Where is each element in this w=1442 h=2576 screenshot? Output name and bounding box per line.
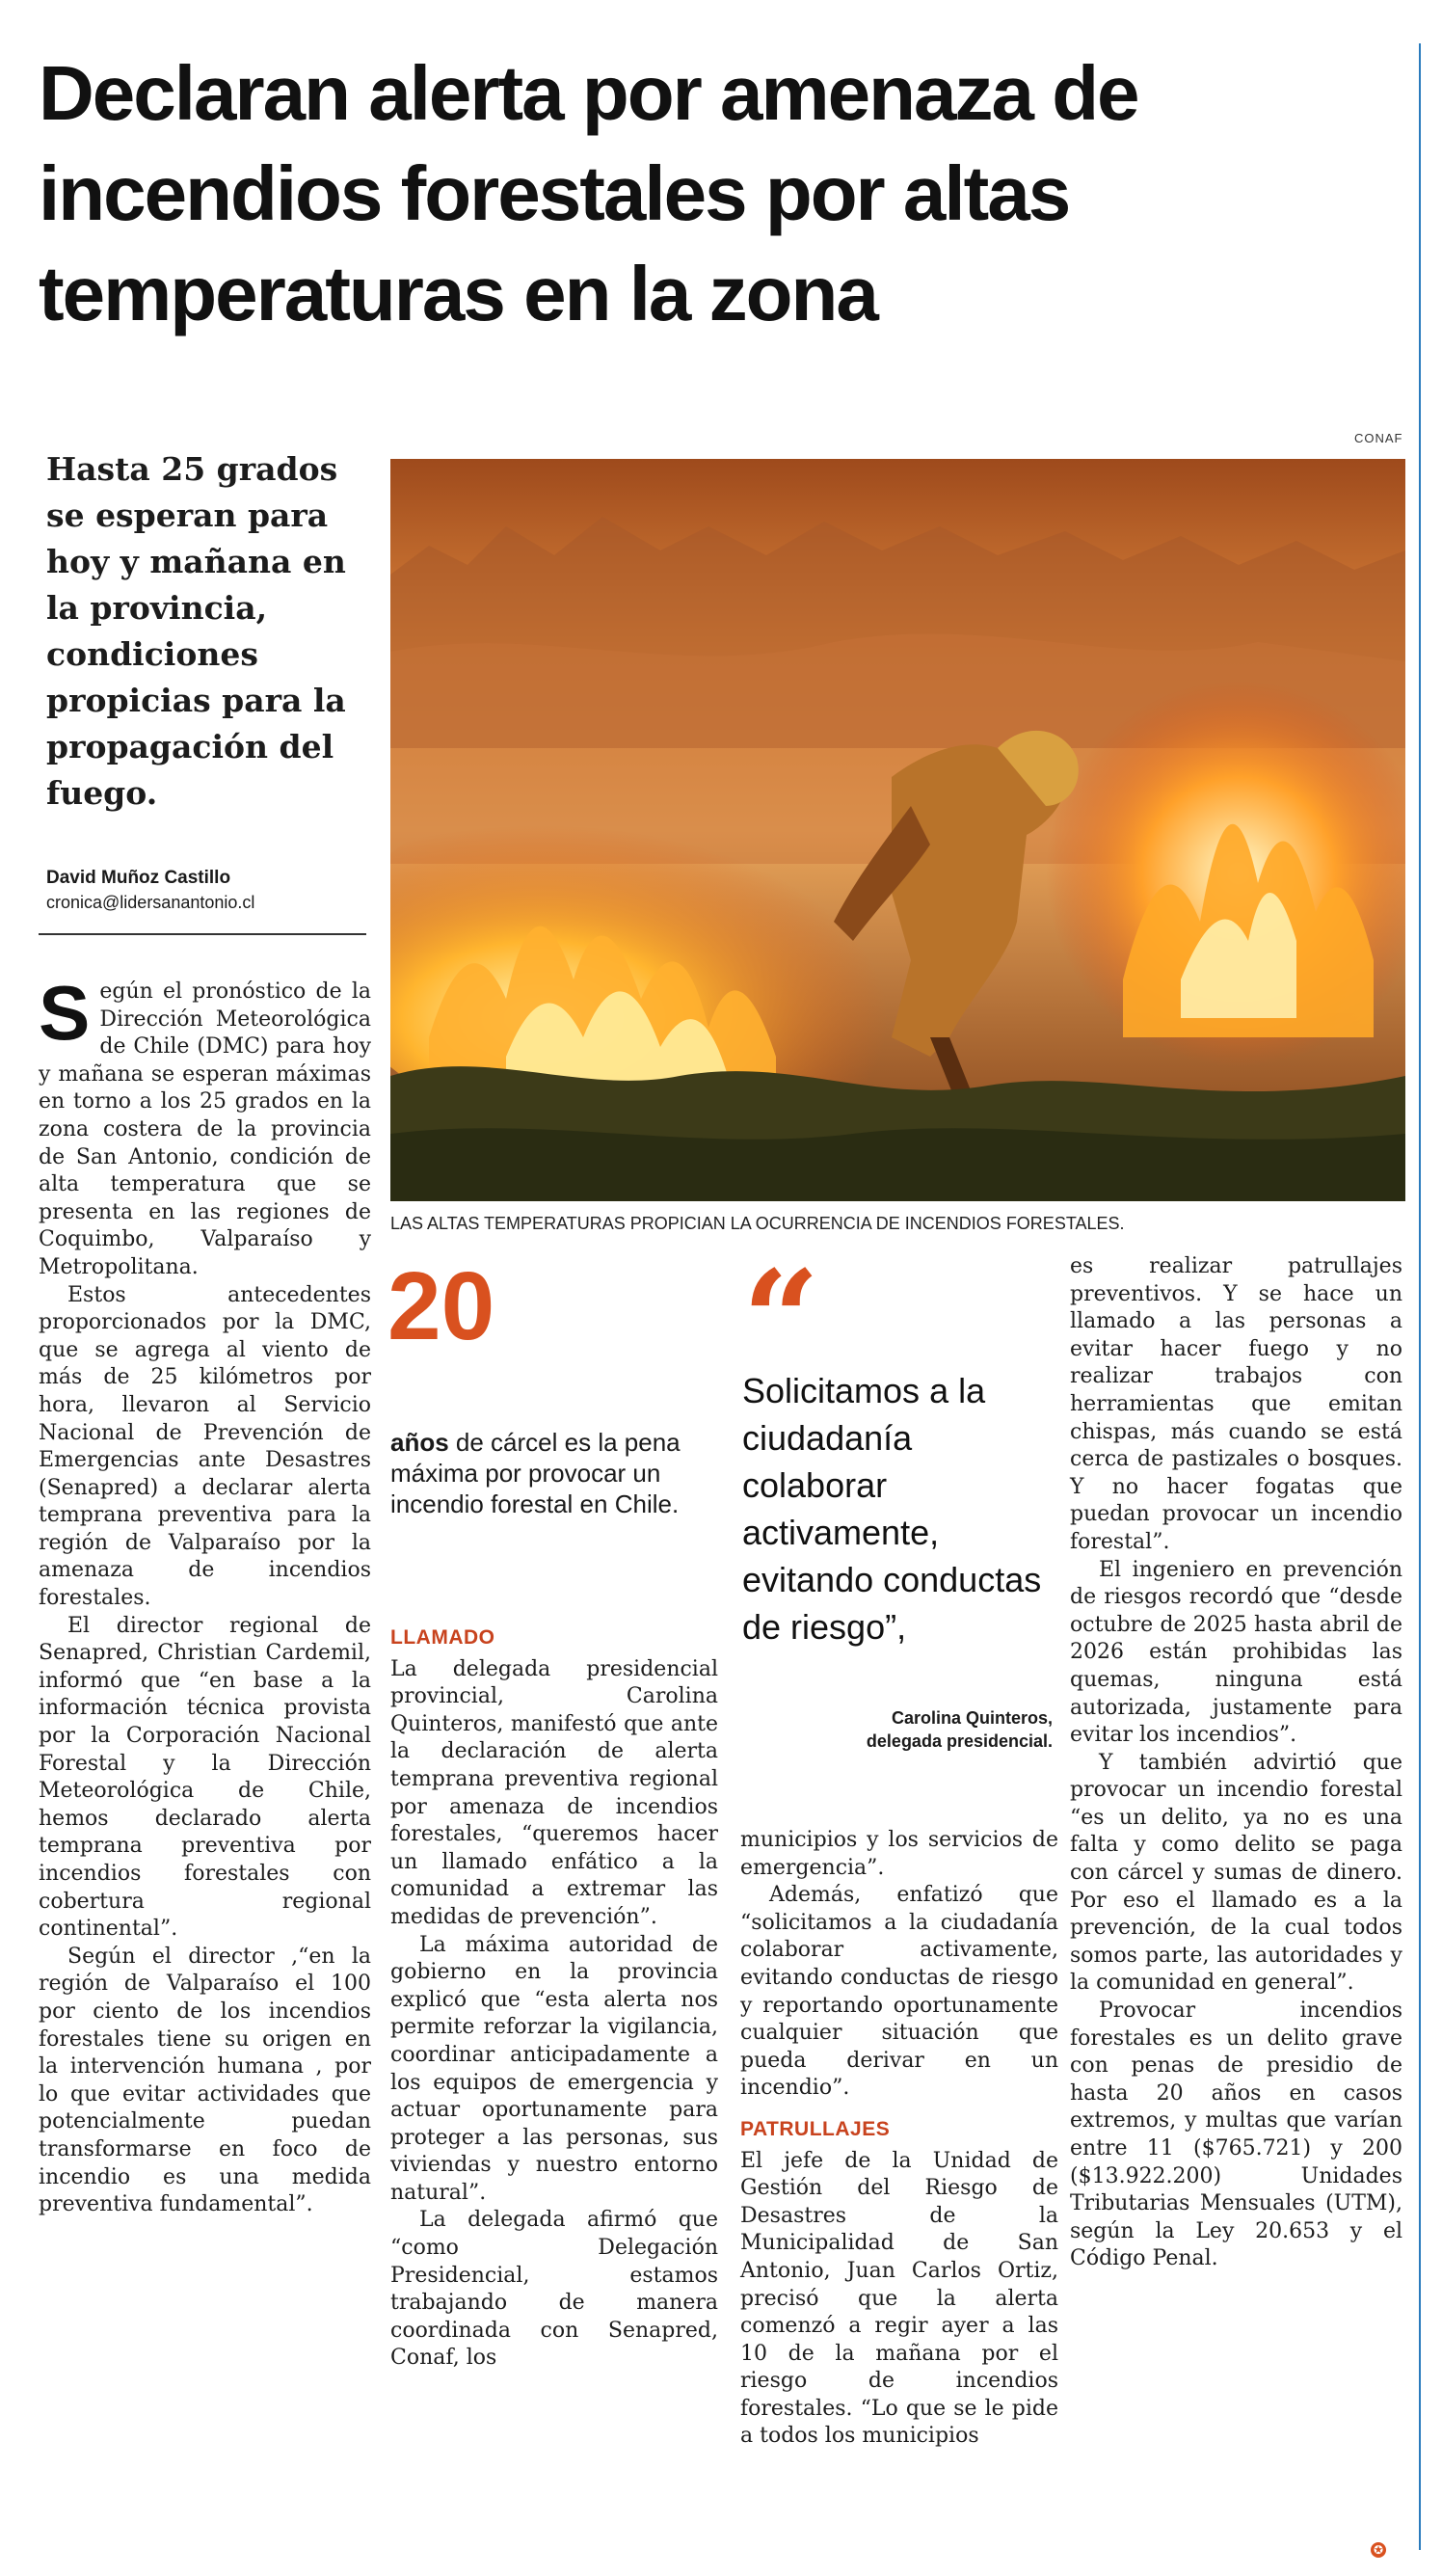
body-paragraph: Y también advirtió que provocar un incendio forestal “es un delito, ya no es una falta y como delito se paga con cárcel y sumas de dinero. Por eso el llamado es a la prevención, de la cual todos somos parte, las autoridades y la comunidad en general”. xyxy=(1070,1750,1402,1996)
subhead-patrullajes: PATRULLAJES xyxy=(740,2117,891,2140)
body-paragraph: La máxima autoridad de gobierno en la provincia explicó que “esta alerta nos permite reforzar la vigilancia, coordinar anticipadamente a los equipos de emergencia y actuar oportunamente para proteger a las personas, sus viviendas y nuestro entorno natural”. xyxy=(390,1932,718,2205)
deck: Hasta 25 grados se esperan para hoy y mañana en la provincia, condiciones propicias para la propagación del fuego. xyxy=(46,450,346,812)
article-column-1 xyxy=(39,970,371,2219)
body-paragraph: El jefe de la Unidad de Gestión del Riesgo de Desastres de la Municipalidad de San Antonio, Juan Carlos Ortiz, precisó que la alerta comenzó a regir ayer a las 10 de la mañana por el riesgo de incendios forestales. “Lo que se le pide a todos los municipios xyxy=(740,2148,1058,2449)
body-paragraph: La delegada afirmó que “como Delegación Presidencial, estamos trabajando de manera coordinada con Senapred, Conaf, los xyxy=(390,2208,718,2371)
body-paragraph: Además, enfatizó que “solicitamos a la ciudadanía colaborar activamente, evitando conductas de riesgo y reportando oportunamente cualquier situación que pueda derivar en un incendio”. xyxy=(740,1883,1058,2101)
quote-attribution-role: delegada presidencial. xyxy=(866,1731,1053,1751)
stat-description: de cárcel es la pena máxima por provocar un incendio forestal en Chile. xyxy=(390,1428,681,1518)
article-column-3 xyxy=(740,1827,1058,2451)
body-paragraph: Provocar incendios forestales es un delito grave con penas de presidio de hasta 20 años en casos extremos, y multas que varían entre 11 ($765.721) y 200 ($13.922.200) Unidades Tributarias Mensuales (UTM), según la Ley 20.653 y el Código Penal. xyxy=(1070,1999,1402,2271)
headline: Declaran alerta por amenaza de incendios forestales por altas temperaturas en la zona xyxy=(39,50,1138,336)
body-paragraph: El director regional de Senapred, Christian Cardemil, informó que “en base a la información técnica provista por la Corporación Nacional Forestal y la Dirección Meteorológica de Chile, hemos declarado alerta temprana preventiva por incendios forestales con cobertura regional continental”. xyxy=(39,1613,371,1942)
drop-cap: S xyxy=(39,970,91,1056)
body-paragraph: La delegada presidencial provincial, Carolina Quinteros, manifestó que ante la declaración de alerta temprana preventiva regional por amenaza de incendios forestales, “queremos hacer un llamado enfático a la comunidad a extremar las medidas de prevención”. xyxy=(390,1656,718,1929)
quote-attribution-name: Carolina Quinteros, xyxy=(891,1708,1053,1728)
quote-mark-icon: “ xyxy=(742,1242,820,1400)
wildfire-photo-art xyxy=(390,459,1405,1201)
body-paragraph: Según el director ,“en la región de Valparaíso el 100 por ciento de los incendios forestales tiene su origen en la intervención humana , por lo que evitar actividades que potencialmente puedan transformarse en foco de incendio es una medida preventiva fundamental”. xyxy=(39,1944,371,2217)
body-paragraph: es realizar patrullajes preventivos. Y se hace un llamado a las personas a evitar hacer fuego y no realizar trabajos con herramientas que emitan chispas, más cuando se está cerca de pastizales o bosques. Y no hacer fogatas que puedan provocar un incendio forestal”. xyxy=(1070,1254,1402,1554)
byline-divider xyxy=(39,933,366,935)
stat-bold: años xyxy=(390,1428,449,1457)
article-column-2 xyxy=(390,1624,718,2373)
quote-attribution xyxy=(742,1706,1053,1753)
subhead-llamado: LLAMADO xyxy=(390,1626,495,1649)
end-mark-icon: ✪ xyxy=(1371,2542,1386,2558)
page-edge-rule xyxy=(1419,43,1421,2550)
body-paragraph: El ingeniero en prevención de riesgos recordó que “desde octubre de 2025 hasta abril de 2026 están prohibidas las quemas, ninguna está autorizada, justamente para evitar los incendios”. xyxy=(1070,1557,1402,1748)
body-paragraph: municipios y los servicios de emergencia”. xyxy=(740,1828,1058,1880)
author-name: David Muñoz Castillo xyxy=(46,868,231,888)
body-paragraph: Estos antecedentes proporcionados por la DMC, que se agrega al viento de más de 25 kilómetros por hora, llevaron al Servicio Nacional de Prevención de Emergencias ante Desastres (Senapred) a declarar alerta temprana preventiva para la región de Valparaíso por la amenaza de incendios forestales. xyxy=(39,1282,371,1611)
author-email: cronica@lidersanantonio.cl xyxy=(46,893,255,912)
pull-quote: Solicitamos a la ciudadanía colaborar activamente, evitando conductas de riesgo”, xyxy=(742,1371,1042,1647)
stat-number: 20 xyxy=(387,1252,495,1360)
body-paragraph: egún el pronóstico de la Dirección Meteorológica de Chile (DMC) para hoy y mañana se esperan máximas en torno a los 25 grados en la zona costera de la provincia de San Antonio, condición de alta temperatura que se presenta en las regiones de Coquimbo, Valparaíso y Metropolitana. xyxy=(39,979,371,1279)
photo-credit: CONAF xyxy=(1354,431,1403,445)
article-column-4 xyxy=(1070,1253,1402,2273)
wildfire-photo xyxy=(390,459,1405,1201)
photo-caption: LAS ALTAS TEMPERATURAS PROPICIAN LA OCURRENCIA DE INCENDIOS FORESTALES. xyxy=(390,1214,1125,1233)
stat-text xyxy=(390,1427,708,1519)
